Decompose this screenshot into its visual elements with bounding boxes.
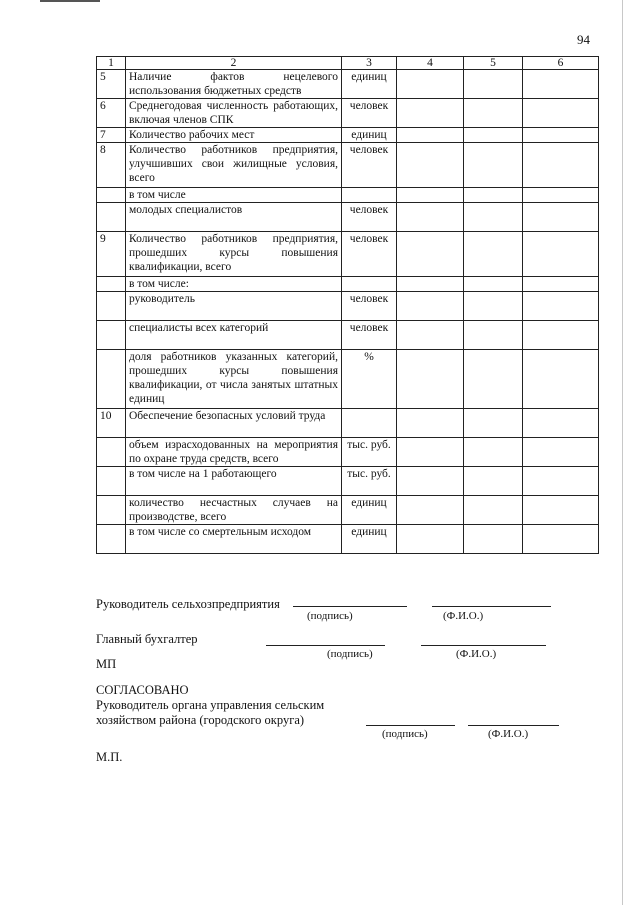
value-cell-col6 [523,409,599,438]
value-cell-col4 [397,70,464,99]
value-cell-col4 [397,525,464,554]
head-name-line [432,606,551,607]
authority-name-caption: (Ф.И.О.) [488,728,529,740]
unit-cell: тыс. руб. [342,467,397,496]
column-header: 1 [97,57,126,70]
page-number: 94 [577,32,590,47]
indicator-cell: Обеспечение безопасных условий труда [126,409,342,438]
table-header-row [97,57,599,70]
value-cell-col5 [464,409,523,438]
head-signature-label: Руководитель сельхозпредприятия [96,597,280,611]
value-cell-col4 [397,128,464,143]
row-number-cell [97,203,126,232]
table-row [97,128,599,143]
value-cell-col5 [464,143,523,188]
row-number-cell [97,438,126,467]
value-cell-col5 [464,70,523,99]
row-number-cell: 9 [97,232,126,277]
value-cell-col5 [464,128,523,143]
head-name-caption: (Ф.И.О.) [443,610,484,622]
table-row [97,203,599,232]
value-cell-col4 [397,321,464,350]
table-row [97,350,599,409]
indicator-cell: специалисты всех категорий [126,321,342,350]
indicator-cell: Количество рабочих мест [126,128,342,143]
indicators-table [96,56,599,554]
table-row [97,70,599,99]
table-row [97,277,599,292]
value-cell-col4 [397,350,464,409]
column-header: 2 [126,57,342,70]
value-cell-col5 [464,277,523,292]
value-cell-col6 [523,277,599,292]
row-number-cell [97,292,126,321]
head-signature-caption: (подпись) [307,610,353,622]
indicator-cell: объем израсходованных на мероприятия по охране труда средств, всего [126,438,342,467]
unit-cell [342,409,397,438]
seal-mark: МП [96,657,117,671]
table-row [97,292,599,321]
top-rule [40,0,100,2]
value-cell-col6 [523,70,599,99]
table-body [97,57,599,554]
indicator-cell: Количество работников предприятия, прошедших курсы повышения квалификации, всего [126,232,342,277]
row-number-cell [97,467,126,496]
accountant-signature-caption: (подпись) [327,648,373,660]
value-cell-col4 [397,438,464,467]
indicator-cell: в том числе: [126,277,342,292]
value-cell-col6 [523,467,599,496]
table-row [97,188,599,203]
row-number-cell [97,496,126,525]
table-row [97,467,599,496]
table-row [97,496,599,525]
value-cell-col4 [397,277,464,292]
value-cell-col6 [523,525,599,554]
unit-cell: % [342,350,397,409]
value-cell-col6 [523,143,599,188]
value-cell-col5 [464,438,523,467]
unit-cell: единиц [342,70,397,99]
approved-heading: СОГЛАСОВАНО [96,683,189,697]
value-cell-col4 [397,409,464,438]
indicator-cell: Среднегодовая численность работающих, включая членов СПК [126,99,342,128]
row-number-cell: 7 [97,128,126,143]
table-row [97,99,599,128]
value-cell-col6 [523,188,599,203]
authority-line-2: хозяйством района (городского округа) [96,713,305,727]
row-number-cell: 10 [97,409,126,438]
value-cell-col6 [523,128,599,143]
authority-signature-line [366,725,455,726]
value-cell-col5 [464,496,523,525]
row-number-cell: 5 [97,70,126,99]
indicator-cell: количество несчастных случаев на производстве, всего [126,496,342,525]
page-edge [622,0,623,905]
head-signature-line [293,606,407,607]
value-cell-col5 [464,188,523,203]
seal-mark-2: М.П. [96,750,123,764]
table-row [97,321,599,350]
indicator-cell: руководитель [126,292,342,321]
value-cell-col5 [464,350,523,409]
value-cell-col4 [397,203,464,232]
unit-cell: единиц [342,525,397,554]
accountant-signature-line [266,645,385,646]
value-cell-col4 [397,292,464,321]
column-header: 3 [342,57,397,70]
value-cell-col5 [464,321,523,350]
accountant-name-caption: (Ф.И.О.) [456,648,497,660]
authority-signature-caption: (подпись) [382,728,428,740]
table-row [97,232,599,277]
value-cell-col5 [464,467,523,496]
unit-cell: человек [342,143,397,188]
unit-cell: тыс. руб. [342,438,397,467]
value-cell-col4 [397,143,464,188]
unit-cell: человек [342,321,397,350]
unit-cell: человек [342,232,397,277]
authority-line-1: Руководитель органа управления сельским [96,698,325,712]
row-number-cell [97,525,126,554]
table-row [97,409,599,438]
value-cell-col6 [523,350,599,409]
value-cell-col6 [523,496,599,525]
value-cell-col5 [464,525,523,554]
table-row [97,143,599,188]
indicator-cell: Наличие фактов нецелевого использования бюджетных средств [126,70,342,99]
unit-cell: человек [342,99,397,128]
row-number-cell [97,188,126,203]
value-cell-col5 [464,292,523,321]
unit-cell [342,188,397,203]
column-header: 5 [464,57,523,70]
value-cell-col6 [523,438,599,467]
authority-name-line [468,725,559,726]
value-cell-col6 [523,232,599,277]
row-number-cell: 8 [97,143,126,188]
value-cell-col4 [397,99,464,128]
indicator-cell: в том числе [126,188,342,203]
value-cell-col6 [523,99,599,128]
value-cell-col5 [464,232,523,277]
unit-cell [342,277,397,292]
value-cell-col5 [464,203,523,232]
unit-cell: единиц [342,496,397,525]
indicator-cell: в том числе на 1 работающего [126,467,342,496]
indicator-cell: Количество работников предприятия, улучшивших свои жилищные условия, всего [126,143,342,188]
table-row [97,438,599,467]
row-number-cell [97,277,126,292]
value-cell-col4 [397,467,464,496]
unit-cell: единиц [342,128,397,143]
value-cell-col6 [523,292,599,321]
column-header: 4 [397,57,464,70]
indicator-cell: доля работников указанных категорий, прошедших курсы повышения квалификации, от числа занятых штатных единиц [126,350,342,409]
value-cell-col4 [397,496,464,525]
value-cell-col4 [397,188,464,203]
unit-cell: человек [342,292,397,321]
table-row [97,525,599,554]
value-cell-col6 [523,203,599,232]
value-cell-col6 [523,321,599,350]
unit-cell: человек [342,203,397,232]
accountant-name-line [421,645,546,646]
value-cell-col4 [397,232,464,277]
value-cell-col5 [464,99,523,128]
chief-accountant-label: Главный бухгалтер [96,632,198,646]
indicator-cell: в том числе со смертельным исходом [126,525,342,554]
column-header: 6 [523,57,599,70]
row-number-cell: 6 [97,99,126,128]
row-number-cell [97,321,126,350]
indicator-cell: молодых специалистов [126,203,342,232]
row-number-cell [97,350,126,409]
